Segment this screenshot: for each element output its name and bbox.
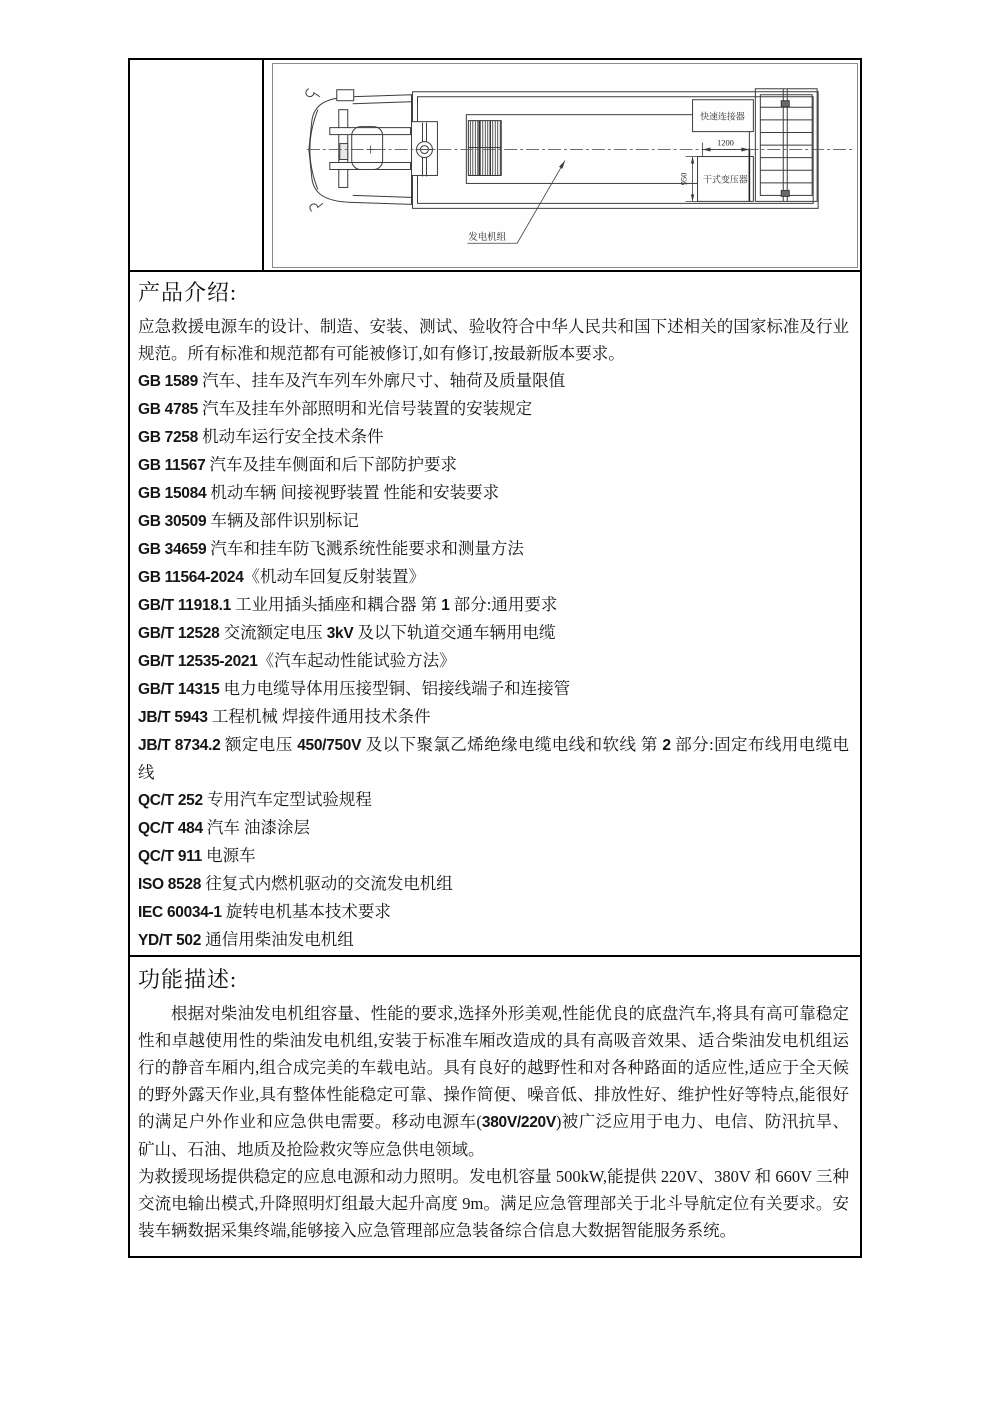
standard-line bbox=[138, 563, 849, 591]
quick-connector-label: 快速连接器 bbox=[700, 111, 745, 122]
standard-code: GB 11564-2024 bbox=[138, 569, 244, 586]
dim-1200-label: 1200 bbox=[716, 137, 734, 148]
standard-line bbox=[138, 898, 849, 926]
function-desc-heading: 功能描述: bbox=[138, 967, 238, 992]
text-segment: 《机动车回复反射装置》 bbox=[243, 567, 426, 586]
text-segment: 电力电缆导体用压接型铜、铝接线端子和连接管 bbox=[219, 679, 571, 698]
standard-code: QC/T 484 bbox=[138, 820, 203, 837]
standard-line bbox=[138, 842, 849, 870]
standard-line bbox=[138, 814, 849, 842]
standard-line bbox=[138, 507, 849, 535]
intro-paragraph bbox=[138, 313, 849, 367]
standard-line bbox=[138, 479, 849, 507]
standard-code: GB/T 11918.1 bbox=[138, 597, 231, 614]
text-segment: 汽车及挂车侧面和后下部防护要求 bbox=[205, 455, 458, 474]
standard-code: GB 34659 bbox=[138, 541, 207, 558]
product-intro-section bbox=[130, 272, 860, 957]
text-segment: 汽车、挂车及汽车列车外廓尺寸、轴荷及质量限值 bbox=[197, 371, 566, 390]
description-paragraph bbox=[138, 1163, 849, 1244]
text-segment: 《汽车起动性能试验方法》 bbox=[257, 651, 456, 670]
standard-line bbox=[138, 926, 849, 954]
standard-line bbox=[138, 786, 849, 814]
text-segment: 汽车 油漆涂层 bbox=[202, 818, 311, 837]
truck-drawing-frame bbox=[272, 63, 858, 268]
generator-hatch bbox=[468, 121, 501, 176]
quick-connector-box bbox=[693, 100, 754, 132]
standard-code: JB/T 5943 bbox=[138, 709, 208, 726]
standard-line bbox=[138, 423, 849, 451]
standard-line bbox=[138, 591, 849, 619]
dry-transformer-label: 干式变压器 bbox=[703, 174, 748, 185]
standard-line bbox=[138, 395, 849, 423]
dim-950-label: 950 bbox=[678, 172, 689, 186]
function-desc-body bbox=[138, 1000, 849, 1244]
text-segment: 机动车辆 间接视野装置 性能和安装要求 bbox=[206, 483, 500, 502]
standard-code: GB/T 14315 bbox=[138, 681, 220, 698]
text-segment: 往复式内燃机驱动的交流发电机组 bbox=[201, 874, 453, 893]
standard-line bbox=[138, 731, 849, 786]
standard-line bbox=[138, 619, 849, 647]
document-table bbox=[128, 58, 862, 1258]
rear-ladder bbox=[755, 89, 817, 202]
function-desc-section bbox=[130, 957, 860, 1256]
standard-code: 2 bbox=[662, 737, 671, 754]
text-segment: 专用汽车定型试验规程 bbox=[202, 790, 372, 809]
standard-line bbox=[138, 647, 849, 675]
left-mirror-icon bbox=[306, 89, 320, 97]
standard-code: GB 11567 bbox=[138, 457, 206, 474]
dry-transformer-box bbox=[698, 149, 754, 202]
standards-list bbox=[138, 313, 849, 957]
truck-cab bbox=[306, 89, 412, 212]
empty-left-cell bbox=[130, 60, 264, 270]
standard-code: GB 4785 bbox=[138, 401, 198, 418]
text-segment: 汽车和挂车防飞溅系统性能要求和测量方法 bbox=[206, 539, 524, 558]
description-paragraph bbox=[138, 1000, 849, 1163]
standard-code: GB 30509 bbox=[138, 513, 207, 530]
text-segment: )被广泛应用于电力、电信、防汛抗旱、矿山、石油、地质及抢险救灾等应急供电领域。 bbox=[138, 1112, 849, 1159]
text-segment: 电源车 bbox=[201, 846, 256, 865]
standard-code: QC/T 911 bbox=[138, 848, 202, 865]
standard-code: GB/T 12535-2021 bbox=[138, 653, 258, 670]
standard-code: GB/T 12528 bbox=[138, 625, 220, 642]
standard-line bbox=[138, 451, 849, 479]
text-segment: 额定电压 bbox=[220, 735, 298, 754]
product-intro-heading: 产品介绍: bbox=[138, 280, 238, 305]
truck-top-view-drawing bbox=[273, 64, 857, 267]
text-segment: 部分:固定布线用电缆电线 bbox=[138, 735, 849, 782]
dimension-950 bbox=[679, 157, 700, 202]
text-segment: 旋转电机基本技术要求 bbox=[221, 902, 391, 921]
standard-code: GB 1589 bbox=[138, 373, 198, 390]
text-segment: 应急救援电源车的设计、制造、安装、测试、验收符合中华人民共和国下述相关的国家标准及行业规范。所有标准和规范都有可能被修订,如有修订,按最新版本要求。 bbox=[138, 317, 849, 363]
text-segment: 及以下聚氯乙烯绝缘电缆电线和软线 第 bbox=[361, 735, 663, 754]
drawing-cell bbox=[266, 60, 860, 270]
standard-code: 3kV bbox=[326, 625, 354, 642]
standard-code: 1 bbox=[441, 597, 450, 614]
standard-code: GB 7258 bbox=[138, 429, 198, 446]
text-segment: 车辆及部件识别标记 bbox=[206, 511, 359, 530]
text-segment: 及以下轨道交通车辆用电缆 bbox=[353, 623, 556, 642]
standard-line bbox=[138, 367, 849, 395]
dimension-1200 bbox=[703, 138, 750, 157]
text-segment: 根据对柴油发电机组容量、性能的要求,选择外形美观,性能优良的底盘汽车,将具有高可靠稳定性和卓越使用性的柴油发电机组,安装于标准车厢改造成的具有高吸音效果、适合柴油发电机组运行的静音车厢内,组合成完美的车载电站。具有良好的越野性和对各种路面的适应性,适应于全天候的野外露天作业,具有整体性能稳定可靠、操作简便、噪音低、排放性好、维护性好等特点,能很好的满足户外作业和应急供电需要。移动电源车( bbox=[138, 1004, 849, 1131]
standard-code: IEC 60034-1 bbox=[138, 904, 222, 921]
standard-line bbox=[138, 675, 849, 703]
standard-code: 380V/220V bbox=[481, 1114, 556, 1131]
drawing-row bbox=[130, 60, 860, 272]
standard-code: GB 15084 bbox=[138, 485, 207, 502]
front-axle-hub bbox=[411, 122, 438, 177]
generator-set-label: 发电机组 bbox=[468, 233, 507, 244]
standard-code: QC/T 252 bbox=[138, 792, 203, 809]
text-segment: 机动车运行安全技术条件 bbox=[197, 427, 384, 446]
text-segment: 为救援现场提供稳定的应息电源和动力照明。发电机容量 500kW,能提供 220V、380V 和 660V 三种交流电输出模式,升降照明灯组最大起升高度 9m。满足应急管理部关于北斗导航定位有关要求。安装车辆数据采集终端,能够接入应急管理部应急装备综合信息大数据智能服务系统。 bbox=[138, 1167, 849, 1240]
text-segment: 通信用柴油发电机组 bbox=[201, 930, 354, 949]
standard-line bbox=[138, 535, 849, 563]
standard-line bbox=[138, 870, 849, 898]
text-segment: 汽车及挂车外部照明和光信号装置的安装规定 bbox=[197, 399, 533, 418]
standard-code: ISO 8528 bbox=[138, 876, 202, 893]
right-mirror-icon bbox=[310, 203, 323, 211]
text-segment: 交流额定电压 bbox=[219, 623, 327, 642]
standard-code: YD/T 502 bbox=[138, 932, 202, 949]
text-segment: 工业用插头插座和耦合器 第 bbox=[230, 595, 442, 614]
standard-code: 450/750V bbox=[297, 737, 362, 754]
standard-code: JB/T 8734.2 bbox=[138, 737, 221, 754]
standard-line bbox=[138, 703, 849, 731]
text-segment: 部分:通用要求 bbox=[449, 595, 558, 614]
text-segment: 工程机械 焊接件通用技术条件 bbox=[207, 707, 431, 726]
